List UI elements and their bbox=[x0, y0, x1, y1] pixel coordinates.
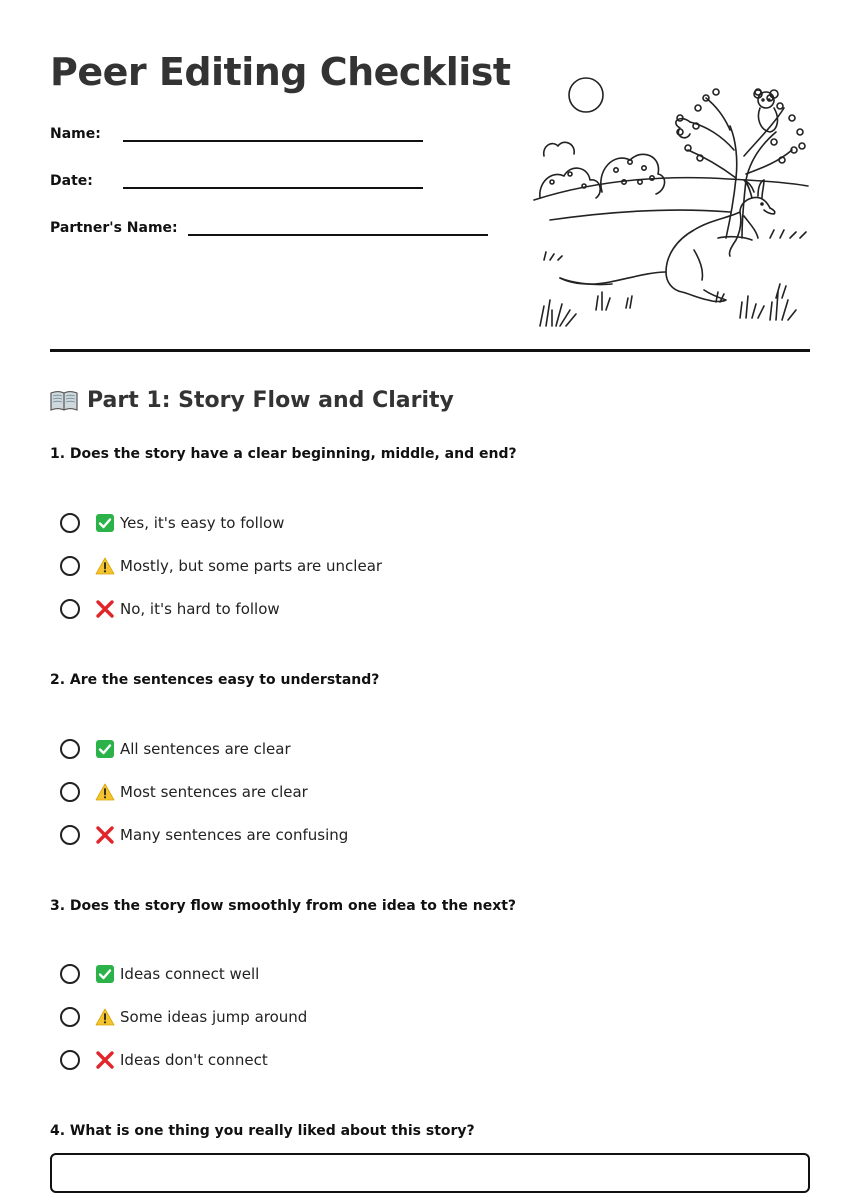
radio-button[interactable] bbox=[60, 825, 80, 845]
radio-button[interactable] bbox=[60, 513, 80, 533]
warning-icon bbox=[95, 782, 115, 802]
name-label: Name: bbox=[50, 126, 101, 142]
cross-icon bbox=[95, 825, 115, 845]
radio-button[interactable] bbox=[60, 782, 80, 802]
bush-icon bbox=[601, 154, 665, 194]
cross-icon bbox=[95, 1050, 115, 1070]
name-field-row bbox=[50, 122, 423, 142]
header-divider bbox=[50, 349, 810, 352]
open-book-icon bbox=[50, 390, 78, 412]
radio-button[interactable] bbox=[60, 1007, 80, 1027]
section-title-text: Part 1: Story Flow and Clarity bbox=[87, 388, 454, 413]
radio-button[interactable] bbox=[60, 599, 80, 619]
option-label: Most sentences are clear bbox=[120, 783, 308, 801]
option-label: Mostly, but some parts are unclear bbox=[120, 557, 383, 575]
q1-option-yes[interactable] bbox=[60, 510, 284, 536]
warning-icon bbox=[95, 556, 115, 576]
question-2: 2. Are the sentences easy to understand? bbox=[50, 672, 380, 688]
sun-icon bbox=[569, 78, 603, 112]
q1-option-mostly[interactable] bbox=[60, 553, 382, 579]
radio-button[interactable] bbox=[60, 964, 80, 984]
koala-icon bbox=[754, 90, 778, 132]
question-4: 4. What is one thing you really liked about this story? bbox=[50, 1123, 475, 1139]
cross-icon bbox=[95, 599, 115, 619]
answer-textbox[interactable] bbox=[50, 1153, 810, 1193]
date-label: Date: bbox=[50, 173, 93, 189]
option-label: Ideas connect well bbox=[120, 965, 260, 983]
warning-icon bbox=[95, 1007, 115, 1027]
radio-button[interactable] bbox=[60, 556, 80, 576]
check-icon bbox=[95, 964, 115, 984]
page-title: Peer Editing Checklist bbox=[50, 50, 511, 94]
option-label: Some ideas jump around bbox=[120, 1008, 308, 1026]
option-label: All sentences are clear bbox=[120, 740, 291, 758]
question-3: 3. Does the story flow smoothly from one idea to the next? bbox=[50, 898, 517, 914]
date-line[interactable] bbox=[123, 169, 423, 189]
q1-option-no[interactable] bbox=[60, 596, 280, 622]
option-label: Yes, it's easy to follow bbox=[120, 514, 285, 532]
q2-option-most[interactable] bbox=[60, 779, 308, 805]
option-label: No, it's hard to follow bbox=[120, 600, 280, 618]
section-title-part1 bbox=[50, 388, 454, 413]
partner-line[interactable] bbox=[188, 216, 488, 236]
date-field-row bbox=[50, 169, 423, 189]
q3-option-connect[interactable] bbox=[60, 961, 259, 987]
option-label: Ideas don't connect bbox=[120, 1051, 268, 1069]
check-icon bbox=[95, 513, 115, 533]
check-icon bbox=[95, 739, 115, 759]
kangaroo-koala-illustration bbox=[530, 70, 812, 330]
grass-icon bbox=[540, 230, 806, 326]
q2-option-confusing[interactable] bbox=[60, 822, 348, 848]
radio-button[interactable] bbox=[60, 739, 80, 759]
q3-option-disconnect[interactable] bbox=[60, 1047, 268, 1073]
q2-option-clear[interactable] bbox=[60, 736, 291, 762]
name-line[interactable] bbox=[123, 122, 423, 142]
partner-field-row bbox=[50, 216, 488, 236]
question-1: 1. Does the story have a clear beginning, middle, and end? bbox=[50, 446, 517, 462]
radio-button[interactable] bbox=[60, 1050, 80, 1070]
kangaroo-icon bbox=[560, 180, 775, 302]
partner-label: Partner's Name: bbox=[50, 220, 178, 236]
option-label: Many sentences are confusing bbox=[120, 826, 349, 844]
q3-option-jump[interactable] bbox=[60, 1004, 307, 1030]
